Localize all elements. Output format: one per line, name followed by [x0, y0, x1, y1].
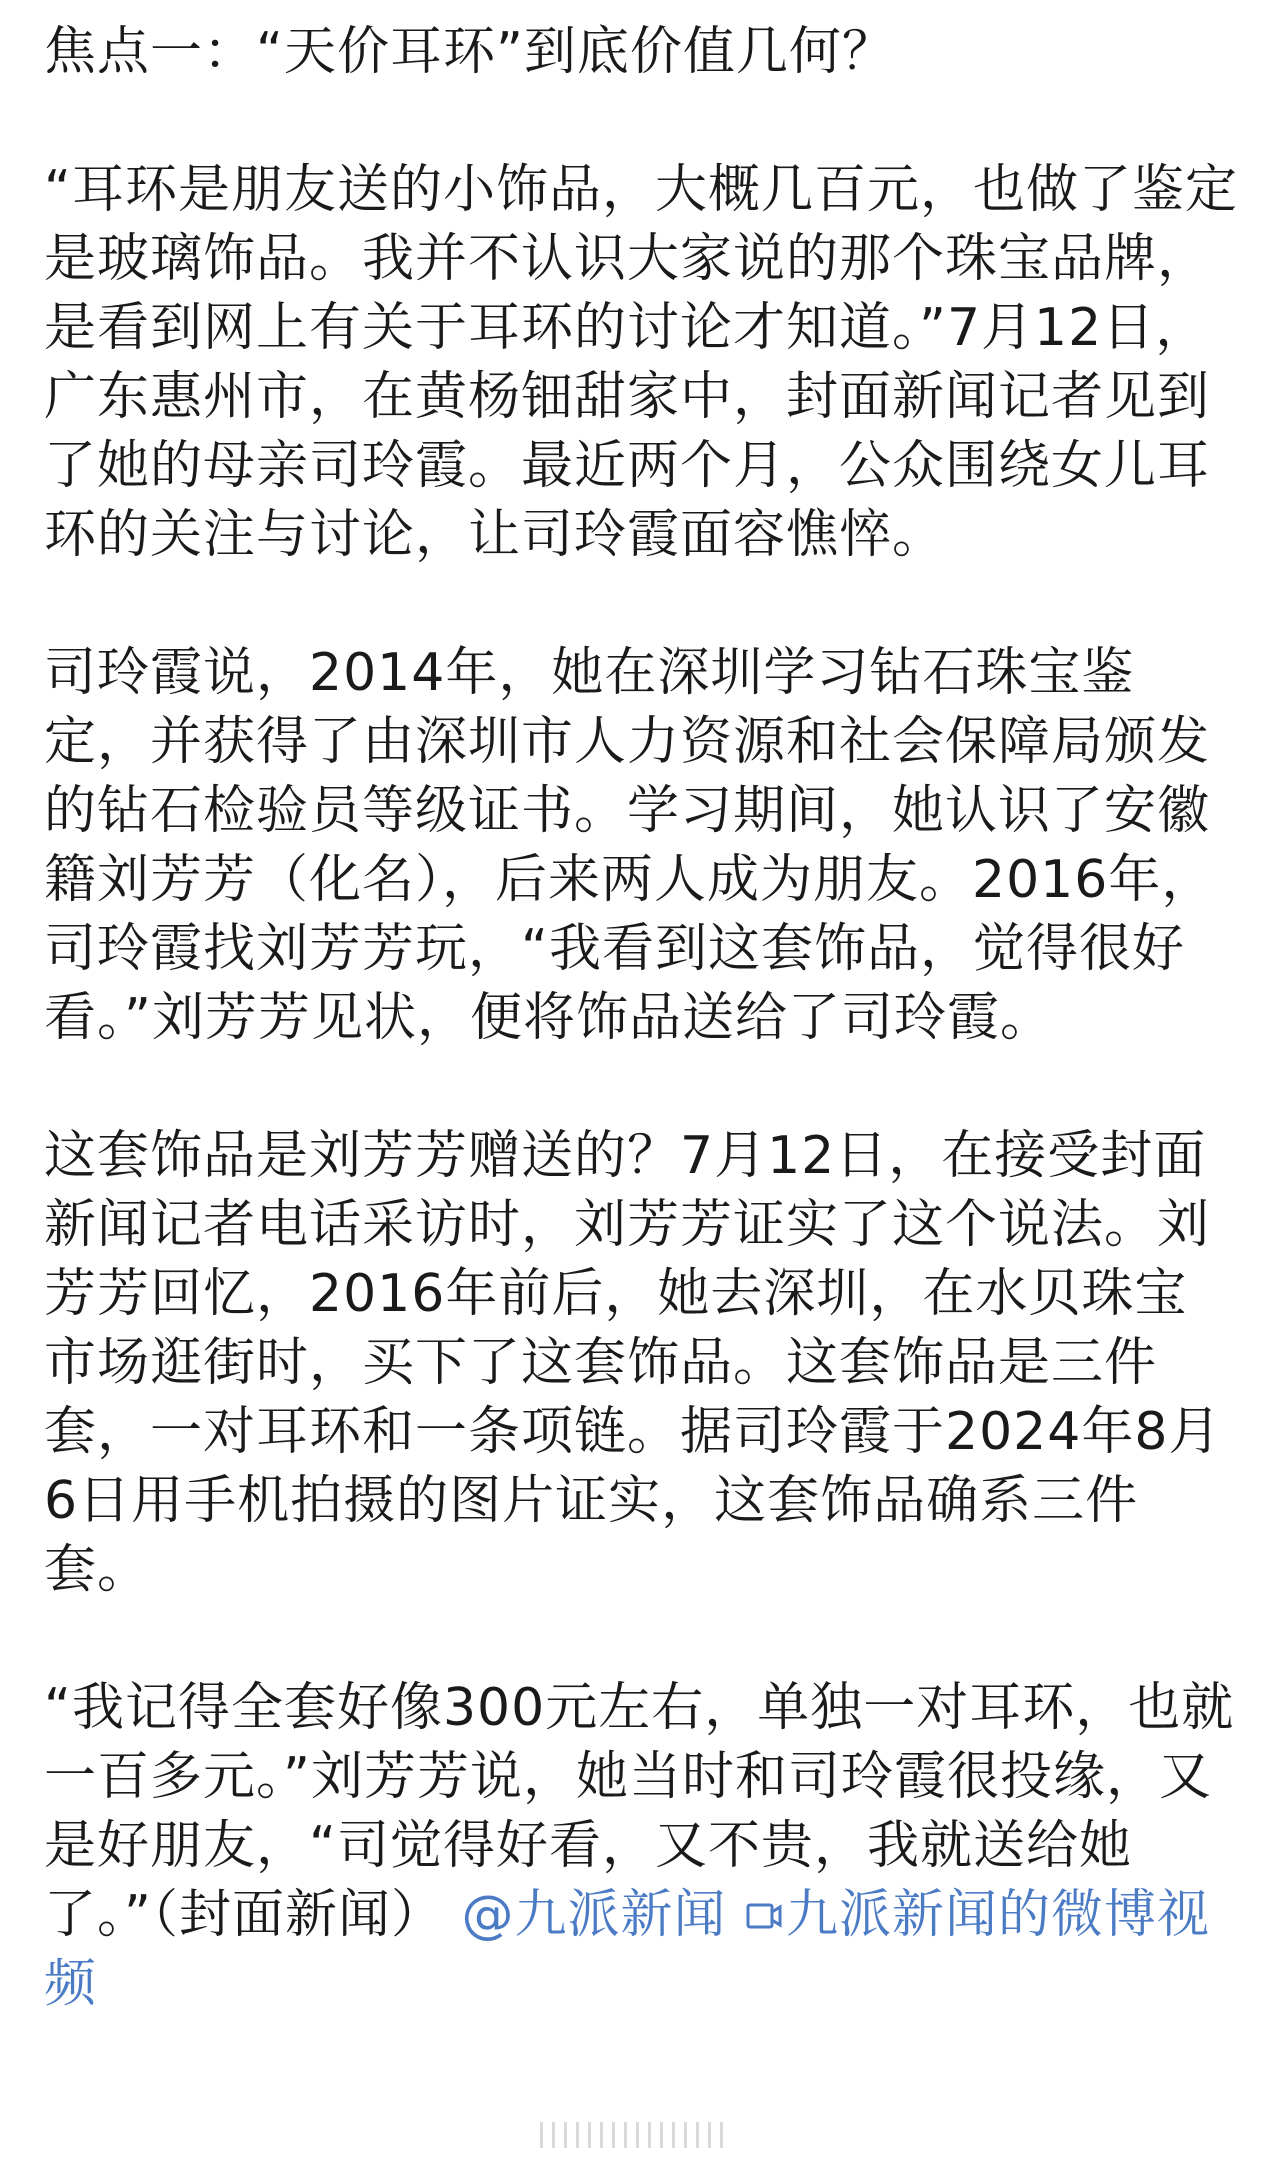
fold-dot: [588, 2122, 591, 2148]
fold-dot: [684, 2122, 687, 2148]
video-play-icon: [744, 1896, 784, 1936]
post-paragraph-2: 司玲霞说，2014年，她在深圳学习钻石珠宝鉴定，并获得了由深圳市人力资源和社会保障局颁发的钻石检验员等级证书。学习期间，她认识了安徽籍刘芳芳（化名），后来两人成为朋友。2016年，司玲霞找刘芳芳玩，“我看到这套饰品，觉得很好看。”刘芳芳见状，便将饰品送给了司玲霞。: [44, 643, 1215, 1048]
fold-dot: [720, 2122, 723, 2148]
mention-link[interactable]: @九派新闻: [461, 1885, 727, 1945]
post-title: 焦点一：“天价耳环”到底价值几何？: [44, 22, 895, 82]
fold-dot: [660, 2122, 663, 2148]
fold-dot: [708, 2122, 711, 2148]
post-paragraph-1: “耳环是朋友送的小饰品，大概几百元，也做了鉴定是玻璃饰品。我并不认识大家说的那个珠宝品牌，是看到网上有关于耳环的讨论才知道。”7月12日，广东惠州市，在黄杨钿甜家中，封面新闻记者见到了她的母亲司玲霞。最近两个月，公众围绕女儿耳环的关注与讨论，让司玲霞面容憔悴。: [44, 160, 1238, 565]
fold-dot: [696, 2122, 699, 2148]
post-paragraph-4-text: “我记得全套好像300元左右，单独一对耳环，也就一百多元。”刘芳芳说，她当时和司玲霞很投缘，又是好朋友，“司觉得好看，又不贵，我就送给她了。”（封面新闻）: [44, 1678, 1235, 1945]
fold-dot: [672, 2122, 675, 2148]
fold-dot: [552, 2122, 555, 2148]
video-link-label: 九派新闻的微博视频: [44, 1885, 1211, 2014]
fold-dot: [540, 2122, 543, 2148]
fold-dot: [600, 2122, 603, 2148]
fold-indicator: [540, 2122, 723, 2148]
post-body: [44, 0, 1240, 2019]
fold-dot: [624, 2122, 627, 2148]
post-paragraph-4: [44, 1674, 1240, 2019]
fold-dot: [636, 2122, 639, 2148]
fold-dot: [564, 2122, 567, 2148]
post-paragraph-3: 这套饰品是刘芳芳赠送的？7月12日，在接受封面新闻记者电话采访时，刘芳芳证实了这个说法。刘芳芳回忆，2016年前后，她去深圳，在水贝珠宝市场逛街时，买下了这套饰品。这套饰品是三件套，一对耳环和一条项链。据司玲霞于2024年8月6日用手机拍摄的图片证实，这套饰品确系三件套。: [44, 1126, 1222, 1600]
fold-dot: [612, 2122, 615, 2148]
fold-dot: [576, 2122, 579, 2148]
fold-dot: [648, 2122, 651, 2148]
